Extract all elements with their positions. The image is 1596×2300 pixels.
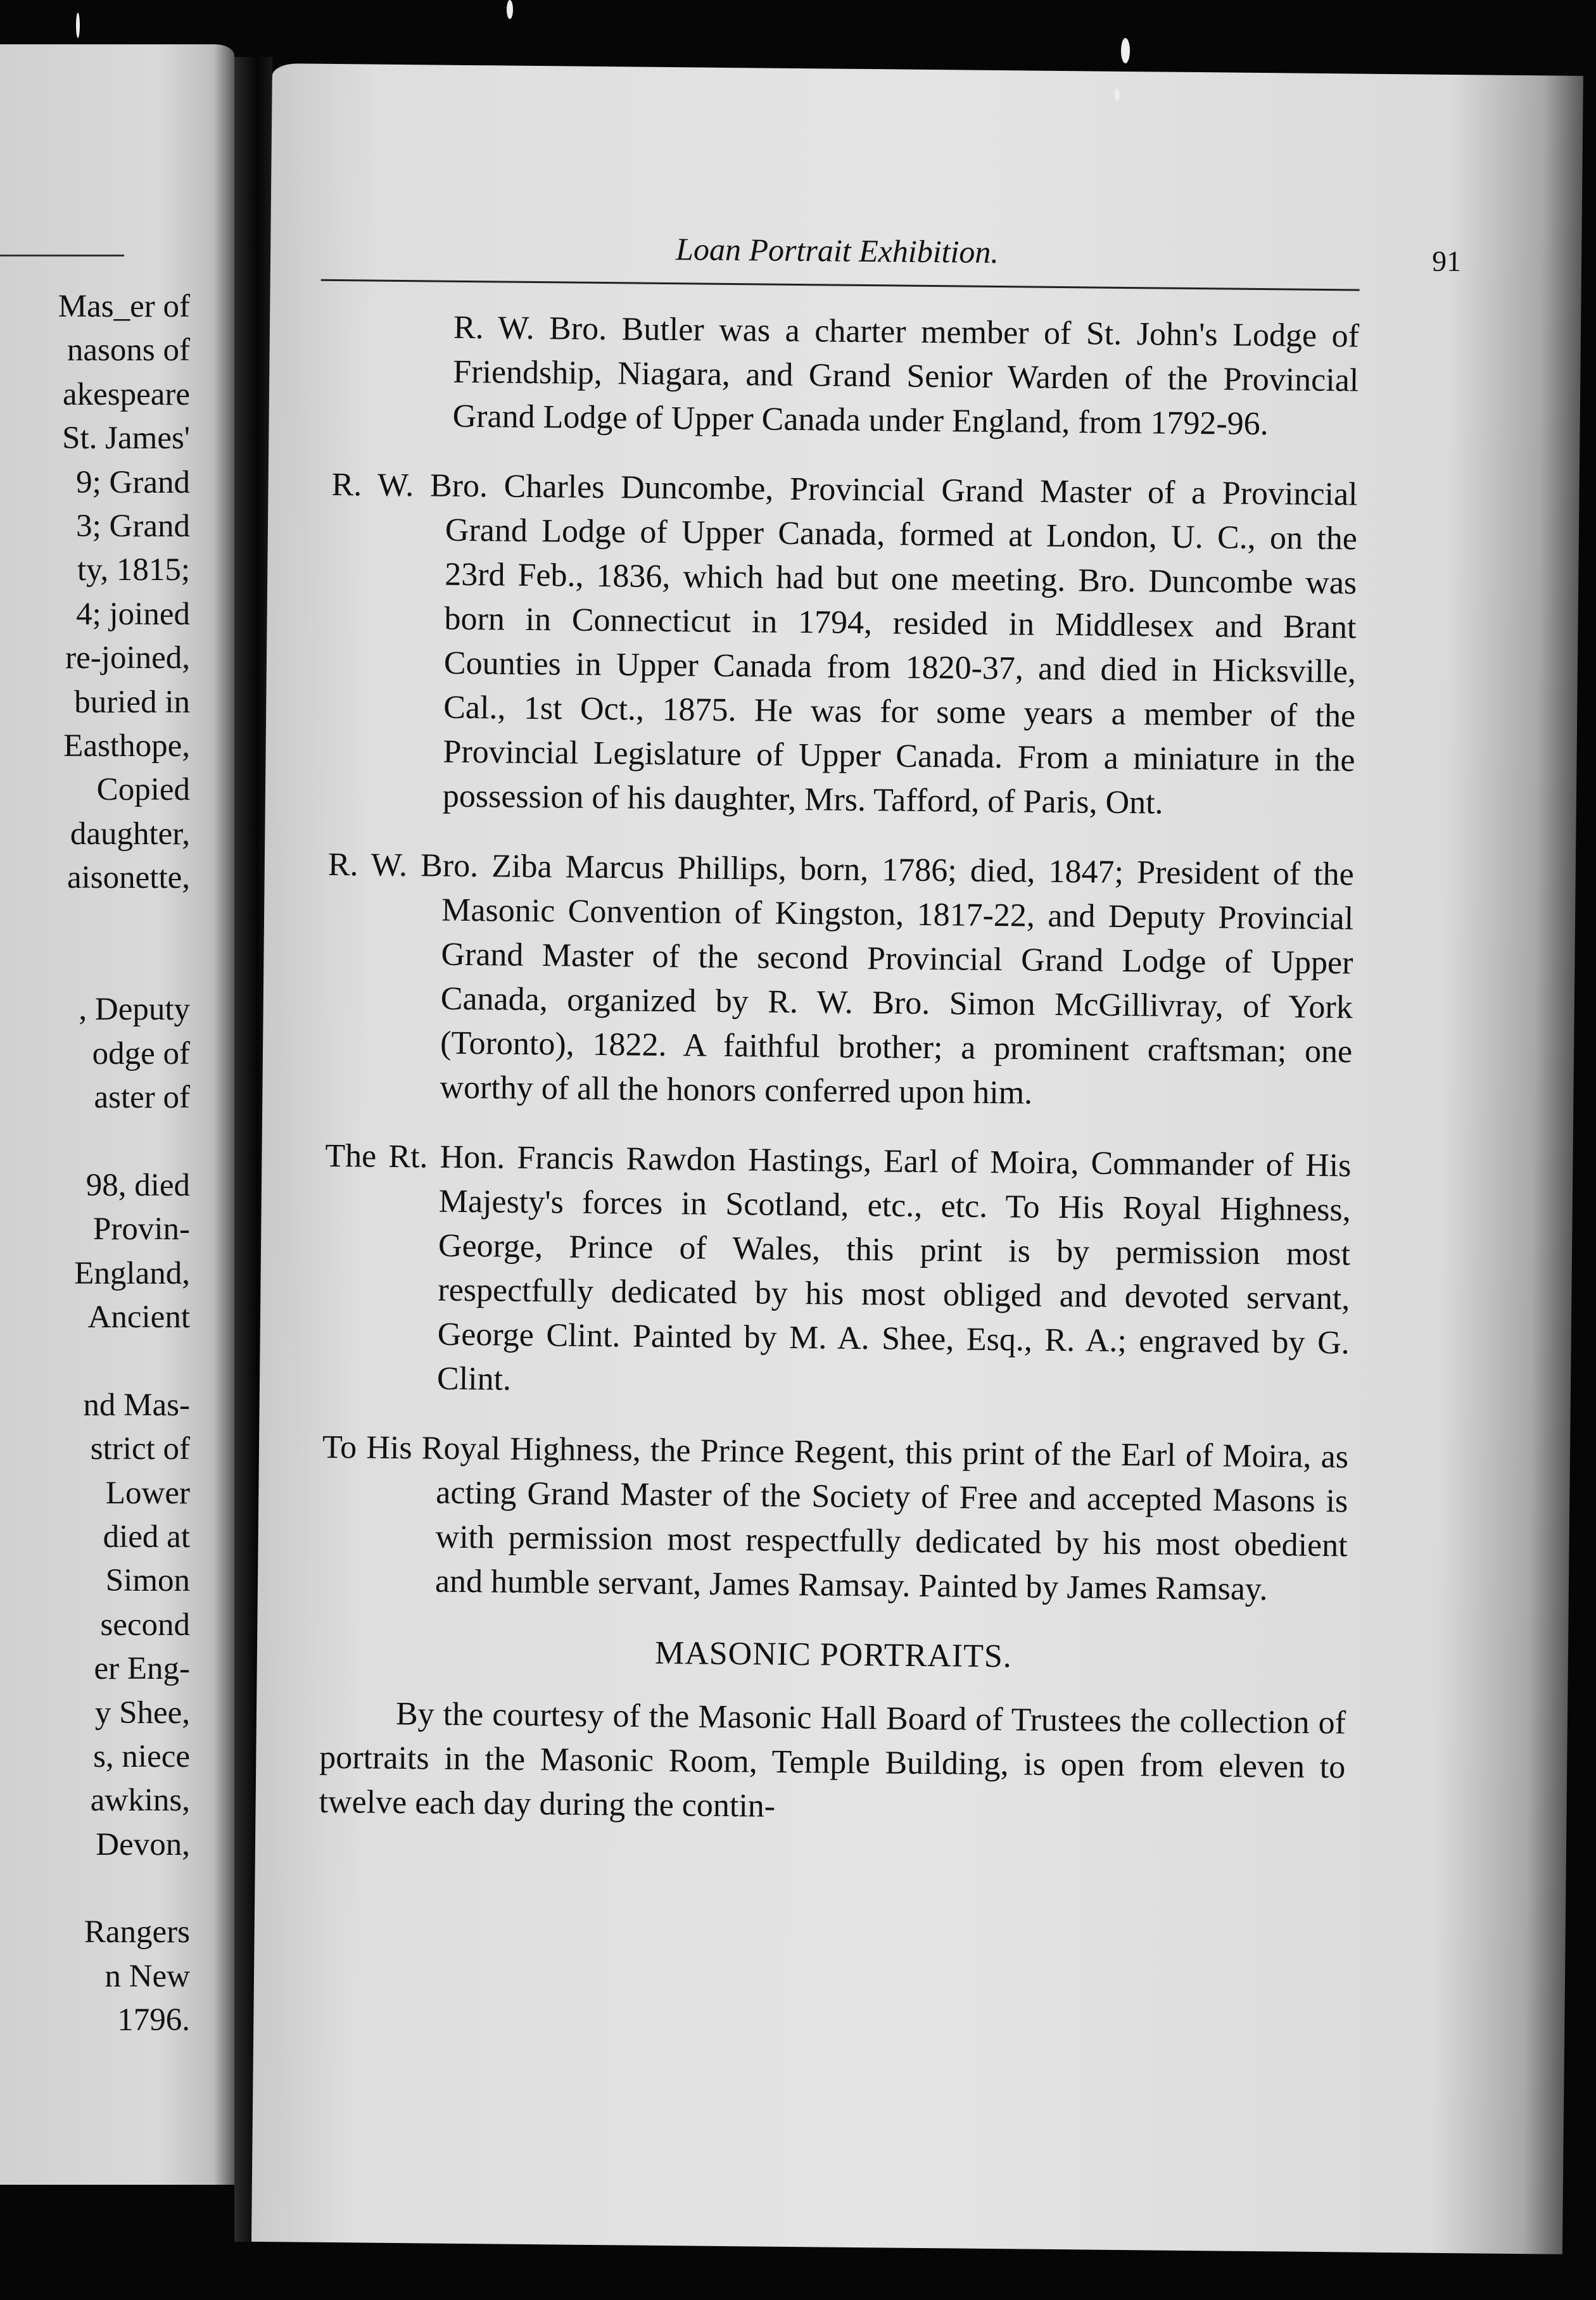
- left-line: Devon,: [96, 1826, 190, 1862]
- left-line: [0, 944, 190, 988]
- left-line: Mas_er of: [58, 289, 190, 324]
- left-line: ty, 1815;: [77, 552, 190, 588]
- portrait-entry: [321, 1425, 1349, 1613]
- left-line: er Eng-: [94, 1651, 190, 1687]
- left-line: y Shee,: [94, 1695, 190, 1731]
- left-line: [0, 1339, 190, 1383]
- scan-speck: [507, 0, 513, 19]
- left-line: [0, 900, 190, 944]
- portrait-entry: [326, 843, 1354, 1119]
- portrait-entry: [323, 1134, 1352, 1410]
- entry-text: His Royal Highness, the Prince Regent, this print of the Earl of Moira, as acting Grand Master of the Society of Free and accepted Masons is with permission most respectfully dedicated by his most obedient and humble servant, James Ramsay. Painted by James Ramsay.: [366, 1429, 1349, 1608]
- left-line: died at: [103, 1519, 190, 1555]
- left-line: [0, 1120, 190, 1163]
- left-line: Provin-: [93, 1211, 190, 1248]
- left-line: Ancient: [87, 1299, 190, 1335]
- page-header: [321, 222, 1462, 284]
- left-line: aster of: [94, 1080, 190, 1116]
- scan-speck: [1115, 89, 1120, 101]
- left-line: buried in: [74, 684, 190, 720]
- entry-lead: R. W.: [331, 466, 414, 504]
- entry-lead: R. W.: [327, 846, 408, 884]
- entry-lead: The: [325, 1137, 377, 1175]
- portrait-entry: [329, 463, 1358, 828]
- left-line: akespeare: [62, 376, 190, 412]
- left-line: nasons of: [66, 332, 190, 369]
- left-line: [0, 1867, 190, 1911]
- left-line: Lower: [105, 1475, 190, 1511]
- left-line: strict of: [90, 1431, 190, 1467]
- scan-speck: [1121, 38, 1130, 63]
- left-line: England,: [74, 1255, 190, 1291]
- left-line: aisonette,: [66, 860, 190, 896]
- entry-text: Bro. Ziba Marcus Phillips, born, 1786; died, 1847; President of the Masonic Convention of Kingston, 1817-22, and Deputy Provincial Grand Master of the second Provincial Grand Lodge of Upper Canada, organized by R. W. Bro. Simon McGillivray, of York (Toronto), 1822. A faithful brother; a prominent craftsman; one worthy of all the honors conferred upon him.: [420, 847, 1355, 1111]
- section-paragraph: By the courtesy of the Masonic Hall Board of Trustees the collection of portraits in the Masonic Room, Temple Building, is open from eleven to twelve each day during the contin-: [319, 1695, 1346, 1824]
- left-page-text: [0, 285, 190, 2043]
- scan-speck: [76, 13, 80, 38]
- left-line: St. James': [62, 420, 190, 457]
- left-line: Rangers: [84, 1914, 190, 1950]
- left-line: Simon: [105, 1563, 190, 1599]
- running-title: Loan Portrait Exhibition.: [675, 231, 999, 270]
- entry-text: Bro. Charles Duncombe, Provincial Grand Master of a Provincial Grand Lodge of Upper Canada, formed at London, U. C., on the 23rd Feb., 1836, which had but one meeting. Bro. Duncombe was born in Connecticut in 1794, resided in Middlesex and Brant Counties in Upper Canada from 1820-37, and died in Hicksville, Cal., 1st Oct., 1875. He was for some years a member of the Provincial Legislature of Upper Canada. From a miniature in the possession of his daughter, Mrs. Tafford, of Paris, Ont.: [429, 467, 1358, 821]
- left-line: daughter,: [70, 816, 190, 852]
- left-line: n New: [104, 1958, 190, 1994]
- portrait-entry: [332, 305, 1359, 448]
- left-facing-page: [0, 44, 234, 2185]
- entry-text: R. W. Bro. Butler was a charter member of St. John's Lodge of Friendship, Niagara, and Grand Senior Warden of the Provincial Grand Lodge of Upper Canada under England, from 1792-96.: [452, 309, 1360, 443]
- page-body: [319, 305, 1359, 1834]
- left-line: awkins,: [90, 1783, 190, 1819]
- left-line: s, niece: [93, 1738, 190, 1774]
- left-line: 9; Grand: [76, 464, 190, 500]
- page-number: 91: [1431, 244, 1462, 278]
- entry-lead: To: [322, 1429, 357, 1466]
- left-line: 98, died: [86, 1167, 190, 1203]
- entry-text: Rt. Hon. Francis Rawdon Hastings, Earl of Moira, Commander of His Majesty's forces in Scotland, etc., etc. To His Royal Highness, George, Prince of Wales, this print is by permission most respectfully dedicated by his most obliged and devoted servant, George Clint. Painted by M. A. Shee, Esq., R. A.; engraved by G. Clint.: [388, 1138, 1352, 1398]
- left-line: second: [100, 1607, 190, 1643]
- left-line: Copied: [96, 772, 190, 808]
- left-line: 1796.: [117, 2002, 190, 2038]
- left-line: 4; joined: [76, 596, 190, 632]
- left-line: Easthope,: [63, 728, 190, 764]
- left-line: re-joined,: [65, 640, 190, 676]
- left-line: , Deputy: [79, 992, 190, 1028]
- left-line: odge of: [92, 1035, 190, 1071]
- left-line: 3; Grand: [76, 508, 190, 544]
- left-page-header-rule: [0, 255, 124, 256]
- right-page: [251, 63, 1583, 2254]
- section-heading: MASONIC PORTRAITS.: [654, 1634, 1013, 1675]
- left-line: nd Mas-: [83, 1387, 190, 1423]
